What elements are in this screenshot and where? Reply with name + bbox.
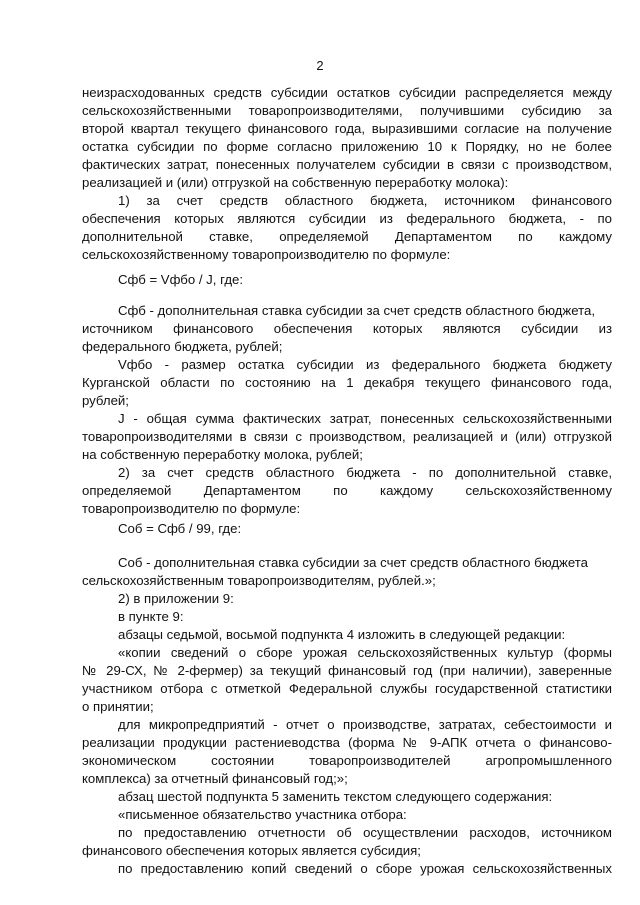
text-line: по предоставлению копий сведений о сборе урожая сельскохозяйственных — [118, 861, 612, 876]
text-line: № 29-СХ, № 2-фермер) за текущий финансовый год (при наличии), заверенные — [82, 663, 612, 678]
text-line: J - общая сумма фактических затрат, понесенных сельскохозяйственными — [118, 411, 612, 426]
text-line: экономическом состоянии товаропроизводителей агропромышленного — [82, 753, 612, 768]
text-line: определяемой Департаментом по каждому сельскохозяйственному — [82, 483, 612, 498]
text-line: реализации продукции растениеводства (форма № 9-АПК отчета о финансово- — [82, 735, 612, 750]
text-line: федерального бюджета, рублей; — [82, 339, 283, 354]
text-line: на собственную переработку молока, рублей; — [82, 447, 363, 462]
text-line: рублей; — [82, 393, 129, 408]
text-line: неизрасходованных средств субсидии остатков субсидии распределяется между — [82, 85, 612, 100]
text-line: Сфб = Vфбо / J, где: — [118, 272, 244, 287]
text-line: для микропредприятий - отчет о производстве, затратах, себестоимости и — [118, 717, 612, 732]
text-line: Соб - дополнительная ставка субсидии за счет средств областного бюджета — [118, 555, 588, 570]
text-line: второй квартал текущего финансового года, выразившими согласие на получение — [82, 121, 612, 136]
text-line: остатка субсидии по форме согласно приложению 10 к Порядку, но не более — [82, 139, 612, 154]
text-line: дополнительной ставке, определяемой Департаментом по каждому — [82, 229, 612, 244]
page-number: 2 — [316, 58, 324, 73]
text-line: источником финансового обеспечения которых являются субсидии из — [82, 321, 612, 336]
text-line: сельскохозяйственными товаропроизводителями, получившими субсидию за — [82, 103, 612, 118]
text-line: абзац шестой подпункта 5 заменить текстом следующего содержания: — [118, 789, 553, 804]
text-line: о принятии; — [82, 699, 154, 714]
text-line: фактических затрат, понесенных получателем субсидии в связи с производством, — [82, 157, 612, 172]
text-line: абзацы седьмой, восьмой подпункта 4 изложить в следующей редакции: — [118, 627, 566, 642]
text-line: реализацией и (или) отгрузкой на собственную переработку молока): — [82, 175, 509, 190]
text-line: 1) за счет средств областного бюджета, источником финансового — [118, 193, 612, 208]
text-line: «копии сведений о сборе урожая сельскохозяйственных культур (формы — [118, 645, 612, 660]
text-line: 2) за счет средств областного бюджета - по дополнительной ставке, — [118, 465, 612, 480]
text-line: участником отбора с отметкой Федеральной службы государственной статистики — [82, 681, 612, 696]
text-line: по предоставлению отчетности об осуществлении расходов, источником — [118, 825, 612, 840]
text-line: финансового обеспечения которых является субсидия; — [82, 843, 421, 858]
text-line: Соб = Сфб / 99, где: — [118, 521, 242, 536]
text-line: Курганской области по состоянию на 1 декабря текущего финансового года, — [82, 375, 612, 390]
text-line: в пункте 9: — [118, 609, 184, 624]
text-line: товаропроизводителю по формуле: — [82, 501, 301, 516]
text-line: сельскохозяйственному товаропроизводителю по формуле: — [82, 247, 451, 262]
text-line: Сфб - дополнительная ставка субсидии за счет средств областного бюджета, — [118, 303, 595, 318]
text-line: 2) в приложении 9: — [118, 591, 234, 606]
text-line: «письменное обязательство участника отбора: — [118, 807, 407, 822]
text-line: сельскохозяйственным товаропроизводителям, рублей.»; — [82, 573, 436, 588]
text-line: обеспечения которых являются субсидии из федерального бюджета, - по — [82, 211, 612, 226]
text-line: комплекса) за отчетный финансовый год;»; — [82, 771, 348, 786]
text-line: товаропроизводителями в связи с производством, реализацией и (или) отгрузкой — [82, 429, 612, 444]
text-line: Vфбо - размер остатка субсидии из федерального бюджета бюджету — [118, 357, 612, 372]
